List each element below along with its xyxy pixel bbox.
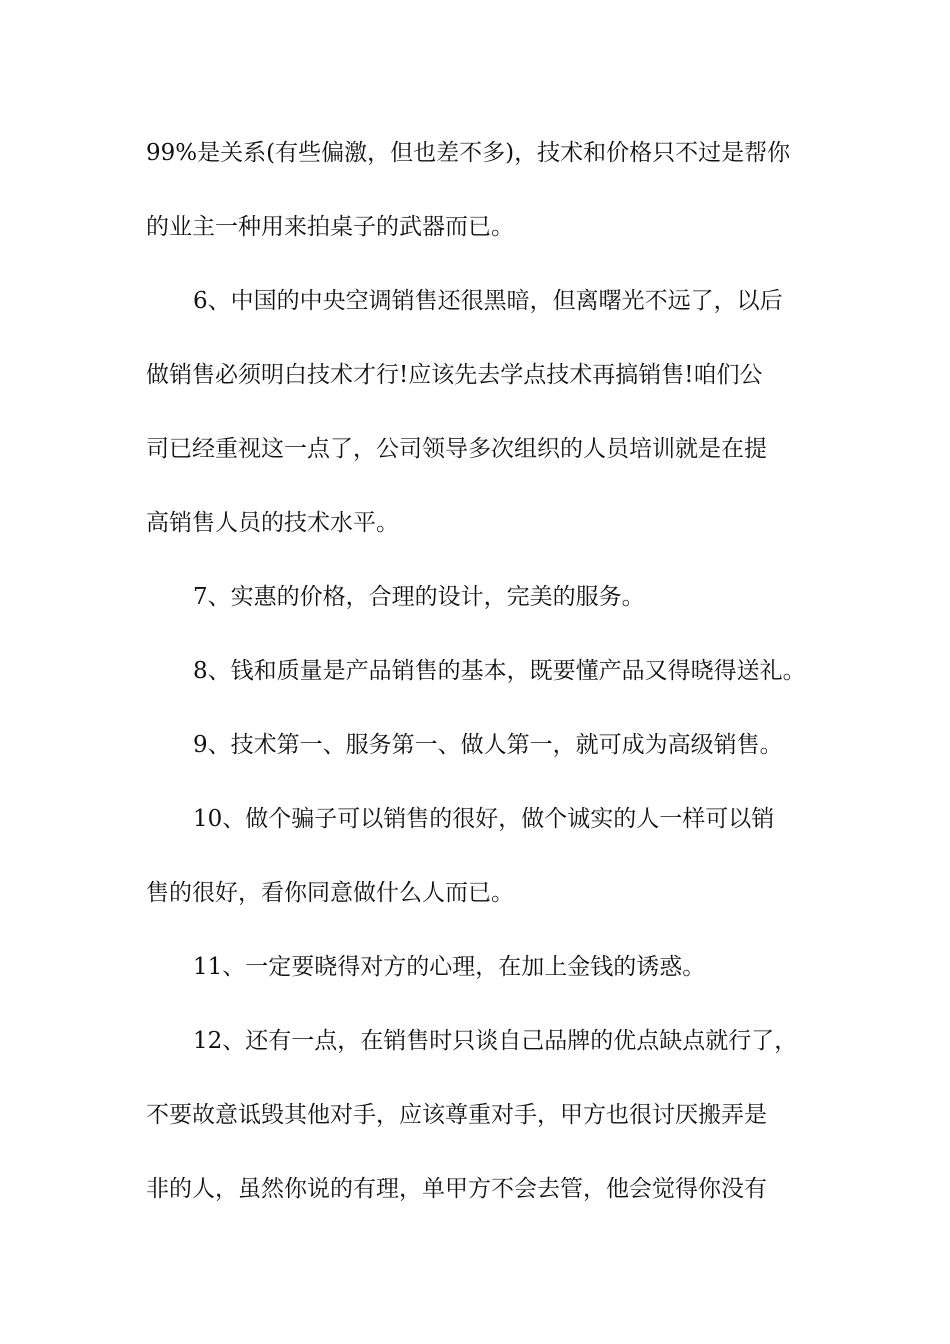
paragraph-line: 司已经重视这一点了，公司领导多次组织的人员培训就是在提 [146,436,767,462]
paragraph-line: 10、做个骗子可以销售的很好，做个诚实的人一样可以销 [193,806,775,832]
paragraph-line: 11、一定要晓得对方的心理，在加上金钱的诱惑。 [193,954,706,980]
paragraph-line: 6、中国的中央空调销售还很黑暗，但离曙光不远了，以后 [193,288,783,314]
paragraph-line: 8、钱和质量是产品销售的基本，既要懂产品又得晓得送礼。 [193,658,806,684]
paragraph-line: 高销售人员的技术水平。 [146,510,399,536]
paragraph-line: 不要故意诋毁其他对手，应该尊重对手，甲方也很讨厌搬弄是 [146,1102,767,1128]
paragraph-line: 7、实惠的价格，合理的设计，完美的服务。 [193,584,645,610]
paragraph-line: 做销售必须明白技术才行!应该先去学点技术再搞销售!咱们公 [146,362,763,388]
paragraph-line: 非的人，虽然你说的有理，单甲方不会去管，他会觉得你没有 [146,1176,767,1202]
paragraph-line: 的业主一种用来拍桌子的武器而已。 [146,214,514,240]
paragraph-line: 9、技术第一、服务第一、做人第一，就可成为高级销售。 [193,732,783,758]
paragraph-line: 99%是关系(有些偏激，但也差不多)，技术和价格只不过是帮你 [146,140,791,166]
paragraph-line: 12、还有一点，在销售时只谈自己品牌的优点缺点就行了， [193,1028,798,1054]
paragraph-line: 售的很好，看你同意做什么人而已。 [146,880,514,906]
